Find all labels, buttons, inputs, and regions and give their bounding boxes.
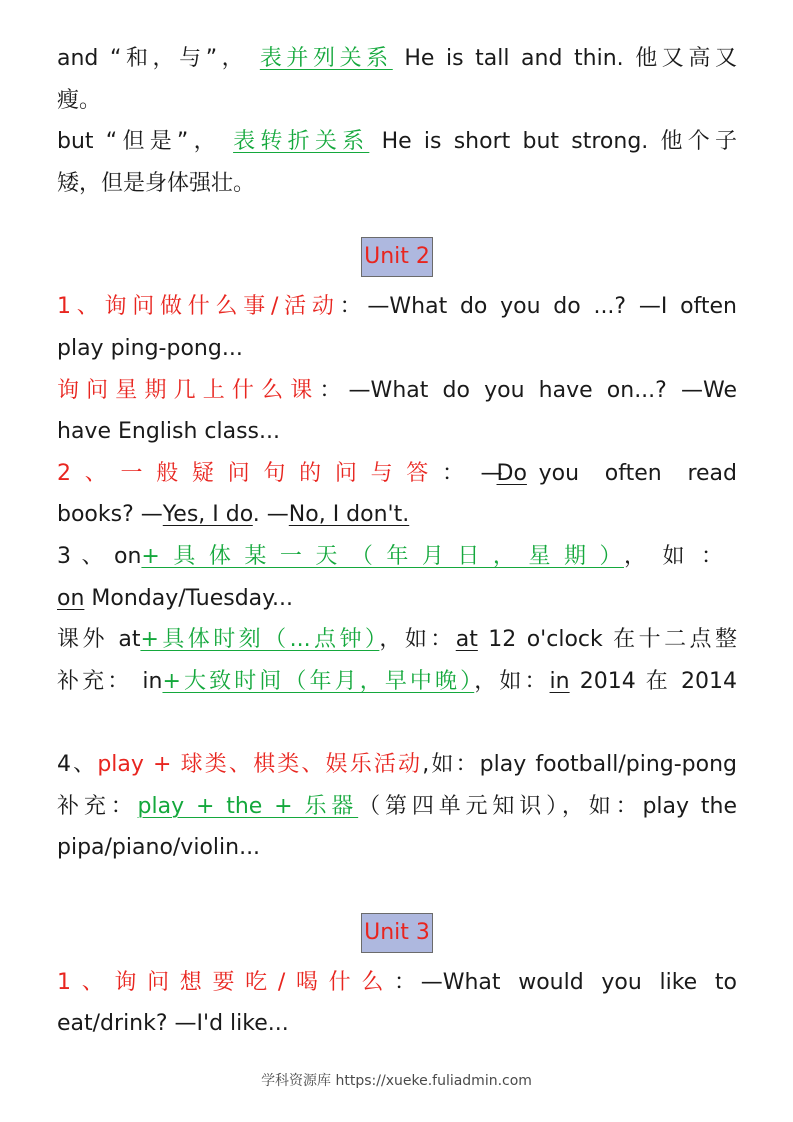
but-line-cont: 矮，但是身体强壮。 [57,170,256,196]
u2-p6-rule: +大致时间（年月，早中晚） [162,668,475,694]
u2-p2-cont: have English class... [57,419,280,445]
u2-p5 [57,619,737,661]
u2-p4-cont [57,578,737,620]
u2-p3-cont [57,494,737,536]
but-line [57,121,737,163]
u2-p7-example: ,如：play football/ping-pong [422,751,737,777]
u2-p1 [57,286,737,328]
and-example: He is tall and thin. 他又高又 [404,46,737,71]
unit-3-heading-wrap [57,913,737,962]
u2-p2-text: ：—What do you have on...? —We [319,377,737,403]
u2-p8-rule: play + the + 乐器 [137,793,359,819]
footer-watermark: 学科资源库 https://xueke.fuliadmin.com [261,1073,532,1089]
u3-p1-cont: eat/drink? —I'd like... [57,1011,289,1037]
u3-p1-text: ：—What would you like to [394,969,737,995]
u2-p7-num: 4、 [57,751,98,777]
but-meaning: “但是”， [105,129,221,155]
u2-p5-rule: +具体时刻（...点钟） [140,627,380,653]
u2-p6-in: in [549,668,570,694]
and-meaning: “和，与”， [109,46,249,71]
u2-p4-rule: +具体某一天（年月日，星期） [141,543,624,569]
u2-p3-yes: Yes, I do [162,502,253,528]
u2-p6-label: 补充： in [57,668,163,694]
u2-p8-label: 补充： [57,793,138,819]
u2-p6 [57,661,737,703]
u2-p2 [57,370,737,412]
u2-p4-example: Monday/Tuesday... [84,585,294,611]
u2-p4-on2: on [57,585,85,611]
u2-p6-ru: ，如： [474,668,550,694]
u2-p1-text: ：—What do you do ...? —I often [339,294,737,320]
but-word: but [57,129,94,155]
u2-p5-ru: ，如： [379,627,456,653]
and-word: and [57,46,99,71]
u2-p3 [57,453,737,495]
u2-p8-example: （第四单元知识），如：play the [358,793,737,819]
and-line [57,38,737,80]
document-page [57,38,737,1045]
u3-p1-label: 1、询问想要吃/喝什么 [57,969,395,995]
u3-p1 [57,962,737,1004]
but-example: He is short but strong. 他个子 [381,129,737,155]
unit-2-heading-wrap [57,237,737,286]
u2-p3-mid: . — [252,502,289,528]
u2-p5-at: at [455,627,478,653]
u2-p3-do: Do [496,460,527,486]
u2-p4-num: 3、 [57,543,115,569]
u2-p3-dash: — [480,460,503,486]
unit-3-heading: Unit 3 [361,913,433,953]
u2-p3-rest: you often read [538,460,737,486]
u2-p6-cont [57,702,737,744]
u2-p3-label: 2、一般疑问句的问与答 [57,460,443,486]
u2-p7-rule: play + 球类、棋类、娱乐活动 [97,751,423,777]
but-rule: 表转折关系 [233,129,370,155]
u2-p4-comma: ，如： [623,543,737,569]
u2-p3-no: No, I don't. [288,502,410,528]
u2-p4 [57,536,737,578]
u2-p6-example: 2014 在 2014 [569,668,737,694]
u2-p7 [57,744,737,786]
u2-p2-label: 询问星期几上什么课 [57,377,320,403]
unit-2-heading: Unit 2 [361,237,433,277]
u2-p1-cont: play ping-pong... [57,335,243,361]
u2-p8 [57,786,737,828]
and-rule: 表并列关系 [259,46,393,71]
and-line-cont: 瘦。 [57,87,102,113]
u2-p4-on: on [114,543,142,569]
u2-p8-cont: pipa/piano/violin... [57,835,261,861]
u2-p5-example: 12 o'clock 在十二点整 [477,627,737,653]
u2-p1-label: 1、询问做什么事/活动 [57,294,340,320]
u2-p3-books: books? — [57,502,163,528]
u2-p3-colon: ： [442,460,469,486]
u2-p5-label: 课外 at [57,627,141,653]
